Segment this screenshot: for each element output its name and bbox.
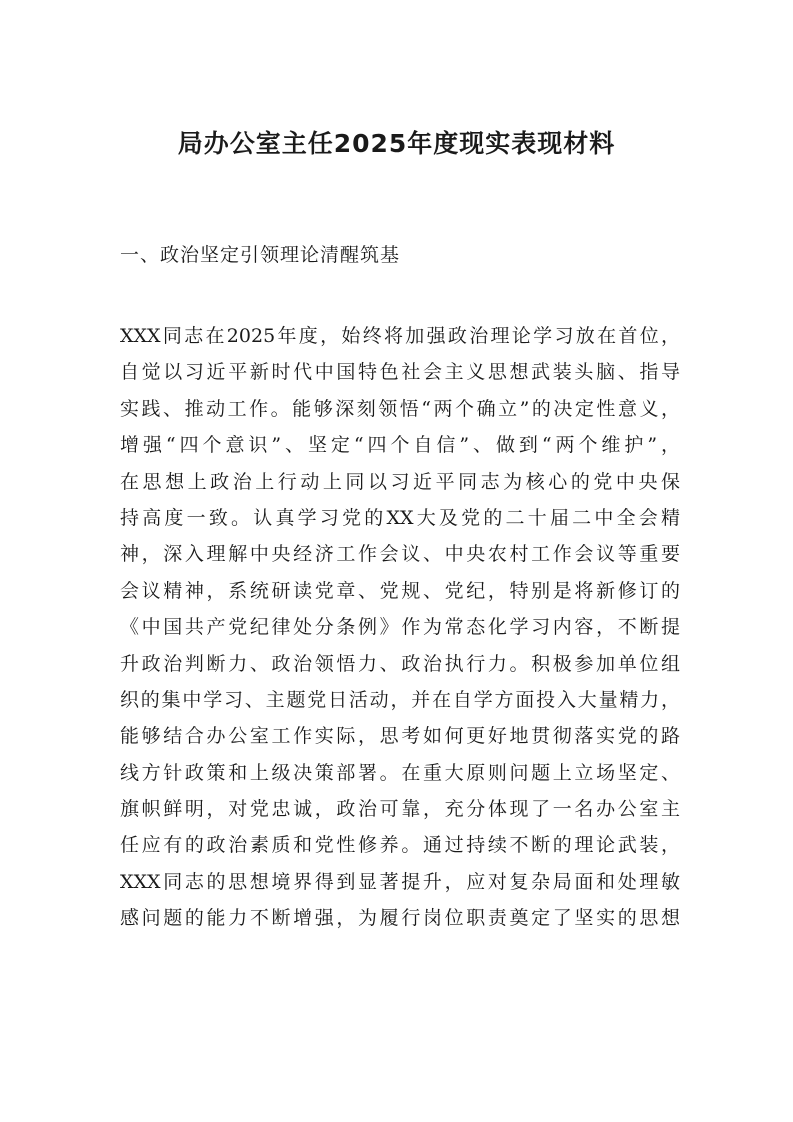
document-title: 局办公室主任2025年度现实表现材料 xyxy=(177,129,616,158)
paragraph-line: 旗帜鲜明，对党忠诚，政治可靠，充分体现了一名办公室主 xyxy=(120,798,680,821)
paragraph-line: 持高度一致。认真学习党的XX大及党的二十届二中全会精 xyxy=(120,506,680,529)
body-paragraph xyxy=(120,318,680,937)
paragraph-line: 感问题的能力不断增强，为履行岗位职责奠定了坚实的思想 xyxy=(120,907,680,930)
paragraph-line: XXX同志的思想境界得到显著提升，应对复杂局面和处理敏 xyxy=(120,870,680,893)
paragraph-line: 《中国共产党纪律处分条例》作为常态化学习内容，不断提 xyxy=(120,616,680,639)
paragraph-line: 增强“四个意识”、坚定“四个自信”、做到“两个维护”， xyxy=(120,434,680,457)
paragraph-line: 线方针政策和上级决策部署。在重大原则问题上立场坚定、 xyxy=(120,761,680,784)
section-heading: 一、政治坚定引领理论清醒筑基 xyxy=(120,244,401,266)
paragraph-line: 自觉以习近平新时代中国特色社会主义思想武装头脑、指导 xyxy=(120,361,680,384)
paragraph-line: 任应有的政治素质和党性修养。通过持续不断的理论武装， xyxy=(120,834,680,857)
paragraph-line: 升政治判断力、政治领悟力、政治执行力。积极参加单位组 xyxy=(120,652,680,675)
paragraph-line: 会议精神，系统研读党章、党规、党纪，特别是将新修订的 xyxy=(120,579,680,602)
paragraph-line: 神，深入理解中央经济工作会议、中央农村工作会议等重要 xyxy=(120,543,680,566)
paragraph-line: 能够结合办公室工作实际，思考如何更好地贯彻落实党的路 xyxy=(120,725,680,748)
paragraph-line: 实践、推动工作。能够深刻领悟“两个确立”的决定性意义， xyxy=(120,397,680,420)
paragraph-line: XXX同志在2025年度，始终将加强政治理论学习放在首位， xyxy=(120,325,680,347)
paragraph-line: 织的集中学习、主题党日活动，并在自学方面投入大量精力， xyxy=(120,688,680,711)
paragraph-line: 在思想上政治上行动上同以习近平同志为核心的党中央保 xyxy=(120,470,680,493)
